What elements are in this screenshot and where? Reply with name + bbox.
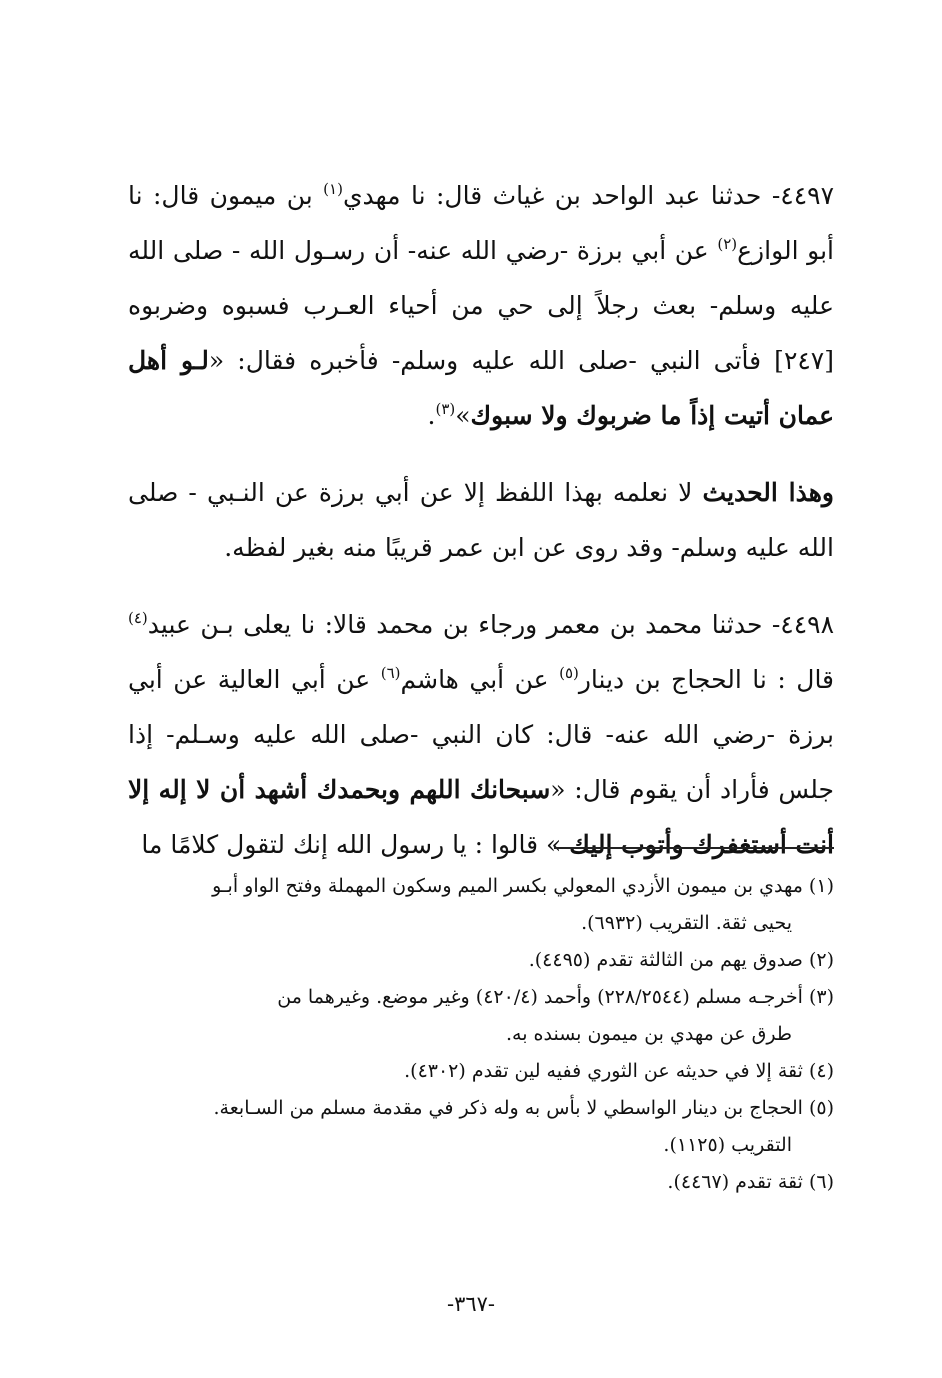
footnote-ref-4: (٤)	[128, 609, 148, 627]
hadith-4498-part4: عن أبي العالية عن أبي برزة -رضي الله عنه- قال: كان النبي -صلى الله عليه وسـلم- إذا جلس فأراد أن يقوم قال: «	[128, 665, 834, 804]
footnotes	[128, 868, 834, 1201]
footnote-4	[128, 1053, 834, 1090]
hadith-4498-part5: » قالوا : يا رسول الله إنك لتقول كلامًا ما	[141, 830, 570, 859]
hadith-4497-line4: وضربوه [٢٤٧] فأتى النبي -صلى الله عليه وسلم- فأخبره فقال: «	[128, 291, 834, 375]
footnote-ref-6: (٦)	[380, 664, 401, 682]
hadith-4497-line3: صلى الله عليه وسلم- بعث رجلاً إلى حي من أحياء العـرب فسبوه	[128, 236, 834, 320]
hadith-4498-part3: عن أبي هاشم	[400, 665, 560, 694]
footnote-ref-3: (٣)	[435, 400, 456, 418]
main-text	[128, 168, 834, 872]
footnote-3	[128, 979, 834, 1053]
hadith-4497-line2b: عن أبي برزة -رضي الله عنه- أن رسـول الله -	[231, 236, 718, 265]
footnote-text: (٢) صدوق يهم من الثالثة تقدم (٤٤٩٥).	[528, 949, 834, 971]
hadith-4497-quote-close: »	[455, 401, 471, 430]
footnote-5	[128, 1090, 834, 1164]
hadith-4497-line1-end: بن ميمون	[209, 181, 324, 210]
hadith-4497	[128, 168, 834, 443]
commentary-lead: وهذا الحديث	[702, 478, 835, 507]
footnote-ref-2: (٢)	[717, 235, 738, 253]
footnote-2	[128, 942, 834, 979]
footnote-text: (١) مهدي بن ميمون الأزدي المعولي بكسر الميم وسكون المهملة وفتح الواو أبـو	[212, 875, 834, 897]
hadith-4497-end: .	[427, 401, 436, 430]
footnote-6	[128, 1164, 834, 1201]
footnote-ref-5: (٥)	[559, 664, 579, 682]
hadith-4498	[128, 597, 834, 872]
hadith-4497-quote: لـو أهل عمان أتيت إذاً ما ضربوك ولا سبوك	[128, 346, 834, 430]
page-number: -٣٦٧-	[446, 1292, 496, 1316]
footnote-text: (٥) الحجاج بن دينار الواسطي لا بأس به وله ذكر في مقدمة مسلم من السـابعة.	[213, 1097, 834, 1119]
footnote-continuation: طرق عن مهدي بن ميمون بسنده به.	[506, 1023, 792, 1045]
hadith-4498-quote: سبحانك اللهم وبحمدك أشهد أن لا إله إلا أنت أستغفرك وأتوب إليك	[128, 775, 834, 859]
footnote-text: (٤) ثقة إلا في حديثه عن الثوري ففيه لين تقدم (٤٣٠٢).	[404, 1060, 834, 1082]
footnote-ref-1: (١)	[323, 180, 343, 198]
footnote-continuation: التقريب (١١٢٥).	[663, 1134, 792, 1156]
footnote-continuation: يحيى ثقة. التقريب (٦٩٣٢).	[581, 912, 792, 934]
footnote-text: (٣) أخرجـه مسلم (٢٢٨/٢٥٤٤) وأحمد (٤٢٠/٤) وغير موضع. وغيرهما من	[277, 986, 834, 1008]
hadith-4497-line2a: قال: نا أبو الوازع	[128, 181, 835, 265]
hadith-4498-part1: ٤٤٩٨- حدثنا محمد بن معمر ورجاء بن محمد قالا: نا يعلى بـن عبيد	[147, 610, 834, 639]
commentary	[128, 465, 834, 575]
hadith-4498-part2: قال : نا الحجاج بن دينار	[578, 665, 835, 694]
commentary-text: لا نعلمه بهذا اللفظ إلا عن أبي برزة عن النـبي - صلى الله عليه وسلم- وقد روى عن ابن عمر قريبًا منه بغير لفظه.	[128, 478, 834, 562]
footnote-divider	[554, 847, 834, 849]
footnote-text: (٦) ثقة تقدم (٤٤٦٧).	[667, 1171, 834, 1193]
hadith-4497-line1: ٤٤٩٧- حدثنا عبد الواحد بن غياث قال: نا مهدي	[342, 181, 834, 210]
footnote-1	[128, 868, 834, 942]
